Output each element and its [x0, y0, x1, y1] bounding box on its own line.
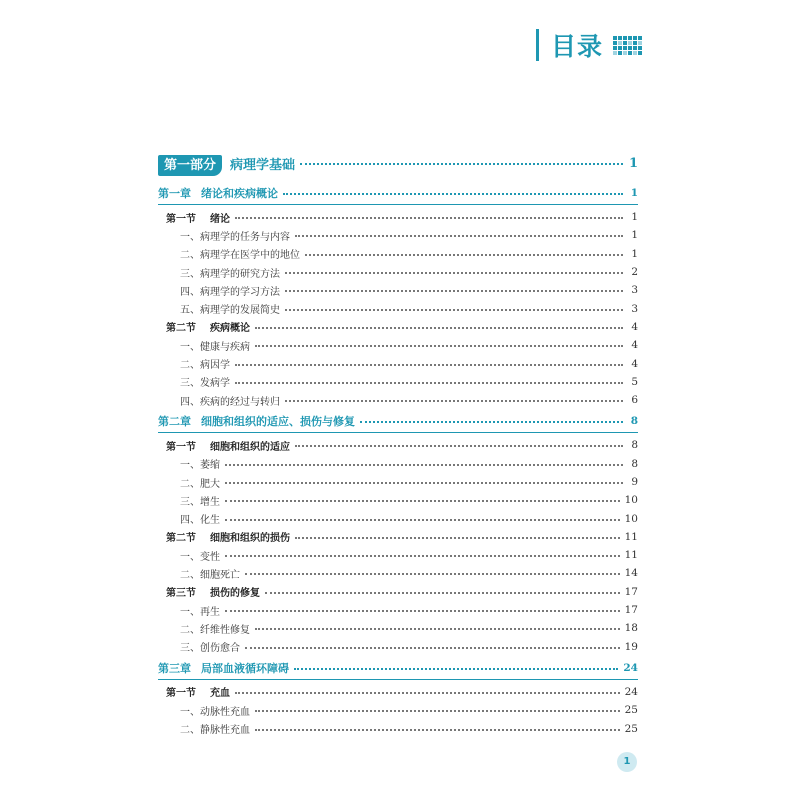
dot-leader	[360, 421, 623, 423]
toc-part-1[interactable]	[158, 150, 638, 176]
section-page: 4	[631, 320, 638, 333]
dot-leader	[235, 217, 623, 219]
item-page: 6	[631, 394, 638, 407]
item-page: 17	[624, 604, 638, 617]
item-page: 18	[624, 622, 638, 635]
item-label: 二、病理学在医学中的地位	[180, 250, 300, 262]
toc-section[interactable]	[158, 528, 638, 546]
section-page: 1	[631, 211, 638, 224]
dot-leader	[255, 327, 623, 329]
dot-leader	[294, 668, 618, 670]
toc-item[interactable]	[158, 455, 638, 473]
section-page: 11	[624, 530, 638, 543]
item-label: 一、健康与疾病	[180, 341, 250, 353]
item-label: 二、纤维性修复	[180, 624, 250, 636]
item-page: 2	[631, 266, 638, 279]
item-label: 三、创伤愈合	[180, 643, 240, 655]
dot-leader	[245, 647, 620, 649]
dot-leader	[255, 628, 620, 630]
item-label: 一、萎缩	[180, 460, 220, 472]
section-page: 24	[624, 685, 638, 698]
toc-item[interactable]	[158, 281, 638, 299]
item-page: 25	[624, 704, 638, 717]
dot-leader	[295, 235, 623, 237]
dot-leader	[225, 610, 620, 612]
item-page: 3	[631, 302, 638, 315]
dot-leader	[245, 573, 620, 575]
section-title: 损伤的修复	[210, 588, 260, 600]
item-label: 二、病因学	[180, 360, 230, 372]
toc-item[interactable]	[158, 299, 638, 317]
toc-section[interactable]	[158, 208, 638, 226]
item-label: 一、再生	[180, 606, 220, 618]
toc-item[interactable]	[158, 245, 638, 263]
toc-item[interactable]	[158, 719, 638, 737]
item-label: 一、动脉性充血	[180, 706, 250, 718]
dot-leader	[255, 729, 620, 731]
toc-section[interactable]	[158, 583, 638, 601]
header-accent-bar	[536, 29, 539, 61]
item-page: 9	[631, 476, 638, 488]
toc-item[interactable]	[158, 391, 638, 409]
toc-header	[536, 28, 643, 62]
chapter-page: 24	[623, 661, 638, 674]
toc-item[interactable]	[158, 226, 638, 244]
item-page: 5	[631, 375, 638, 388]
toc-item[interactable]	[158, 601, 638, 619]
item-page: 4	[631, 339, 638, 352]
section-number: 第一节	[166, 688, 196, 700]
item-page: 1	[631, 229, 638, 242]
part-page: 1	[628, 155, 638, 171]
item-label: 二、肥大	[180, 478, 220, 490]
item-page: 8	[631, 457, 638, 470]
table-of-contents	[158, 150, 638, 738]
toc-item[interactable]	[158, 491, 638, 509]
dot-leader	[265, 592, 620, 594]
chapter-title: 局部血液循环障碍	[201, 661, 289, 675]
item-label: 五、病理学的发展简史	[180, 305, 280, 317]
section-number: 第一节	[166, 213, 196, 225]
part-tag: 第一部分	[158, 155, 222, 176]
section-title: 绪论	[210, 213, 230, 225]
toc-item[interactable]	[158, 373, 638, 391]
toc-item[interactable]	[158, 473, 638, 491]
part-title: 病理学基础	[230, 157, 296, 173]
toc-item[interactable]	[158, 619, 638, 637]
section-number: 第二节	[166, 533, 196, 545]
chapter-number: 第二章	[158, 415, 191, 429]
dot-leader	[255, 710, 620, 712]
dot-leader	[225, 519, 620, 521]
dot-leader	[225, 464, 623, 466]
item-page: 4	[631, 357, 638, 370]
item-page: 14	[624, 567, 638, 580]
item-label: 四、病理学的学习方法	[180, 286, 280, 298]
section-page: 17	[624, 585, 638, 598]
dot-leader	[285, 272, 623, 274]
item-page: 25	[624, 722, 638, 735]
chapter-page: 8	[630, 415, 638, 428]
item-page: 19	[624, 640, 638, 653]
chapter-number: 第三章	[158, 661, 191, 675]
page-title: 目录	[551, 32, 604, 61]
item-label: 三、发病学	[180, 378, 230, 390]
dot-leader	[225, 555, 620, 557]
toc-item[interactable]	[158, 354, 638, 372]
toc-chapter-1[interactable]	[158, 182, 638, 205]
section-title: 疾病概论	[210, 323, 250, 335]
toc-section[interactable]	[158, 318, 638, 336]
toc-item[interactable]	[158, 336, 638, 354]
dot-leader	[225, 500, 620, 502]
dot-leader	[235, 692, 620, 694]
item-page: 1	[631, 247, 638, 260]
item-page: 10	[624, 494, 638, 507]
toc-item[interactable]	[158, 564, 638, 582]
grid-decoration-icon	[613, 34, 643, 56]
dot-leader	[285, 290, 623, 292]
dot-leader	[235, 364, 623, 366]
section-title: 细胞和组织的损伤	[210, 533, 290, 545]
chapter-title: 细胞和组织的适应、损伤与修复	[201, 415, 355, 429]
page-number-badge: 1	[617, 752, 637, 772]
toc-chapter-3[interactable]	[158, 657, 638, 680]
section-number: 第三节	[166, 588, 196, 600]
toc-item[interactable]	[158, 263, 638, 281]
dot-leader	[235, 382, 623, 384]
chapter-title: 绪论和疾病概论	[201, 187, 278, 200]
toc-item[interactable]	[158, 509, 638, 527]
item-label: 二、静脉性充血	[180, 725, 250, 737]
section-title: 充血	[210, 688, 230, 700]
item-label: 二、细胞死亡	[180, 569, 240, 581]
section-page: 8	[631, 439, 638, 452]
item-label: 三、增生	[180, 496, 220, 508]
toc-section[interactable]	[158, 683, 638, 701]
dot-leader	[225, 482, 623, 484]
section-title: 细胞和组织的适应	[210, 441, 290, 453]
item-label: 四、疾病的经过与转归	[180, 396, 280, 408]
chapter-page: 1	[630, 187, 638, 199]
dot-leader	[305, 254, 623, 256]
toc-item[interactable]	[158, 638, 638, 656]
dot-leader	[295, 445, 623, 447]
dot-leader	[255, 345, 623, 347]
dot-leader	[283, 193, 623, 195]
chapter-number: 第一章	[158, 187, 191, 200]
item-page: 3	[631, 284, 638, 297]
item-label: 一、变性	[180, 551, 220, 563]
item-page: 10	[624, 512, 638, 525]
item-label: 四、化生	[180, 515, 220, 527]
toc-item[interactable]	[158, 701, 638, 719]
dot-leader	[285, 400, 623, 402]
item-label: 一、病理学的任务与内容	[180, 231, 290, 243]
item-label: 三、病理学的研究方法	[180, 268, 280, 280]
toc-chapter-2[interactable]	[158, 410, 638, 433]
section-number: 第二节	[166, 323, 196, 335]
dot-leader	[295, 537, 620, 539]
dot-leader	[285, 309, 623, 311]
dot-leader	[300, 163, 623, 165]
toc-section[interactable]	[158, 436, 638, 454]
item-page: 11	[624, 549, 638, 562]
toc-item[interactable]	[158, 546, 638, 564]
section-number: 第一节	[166, 441, 196, 453]
